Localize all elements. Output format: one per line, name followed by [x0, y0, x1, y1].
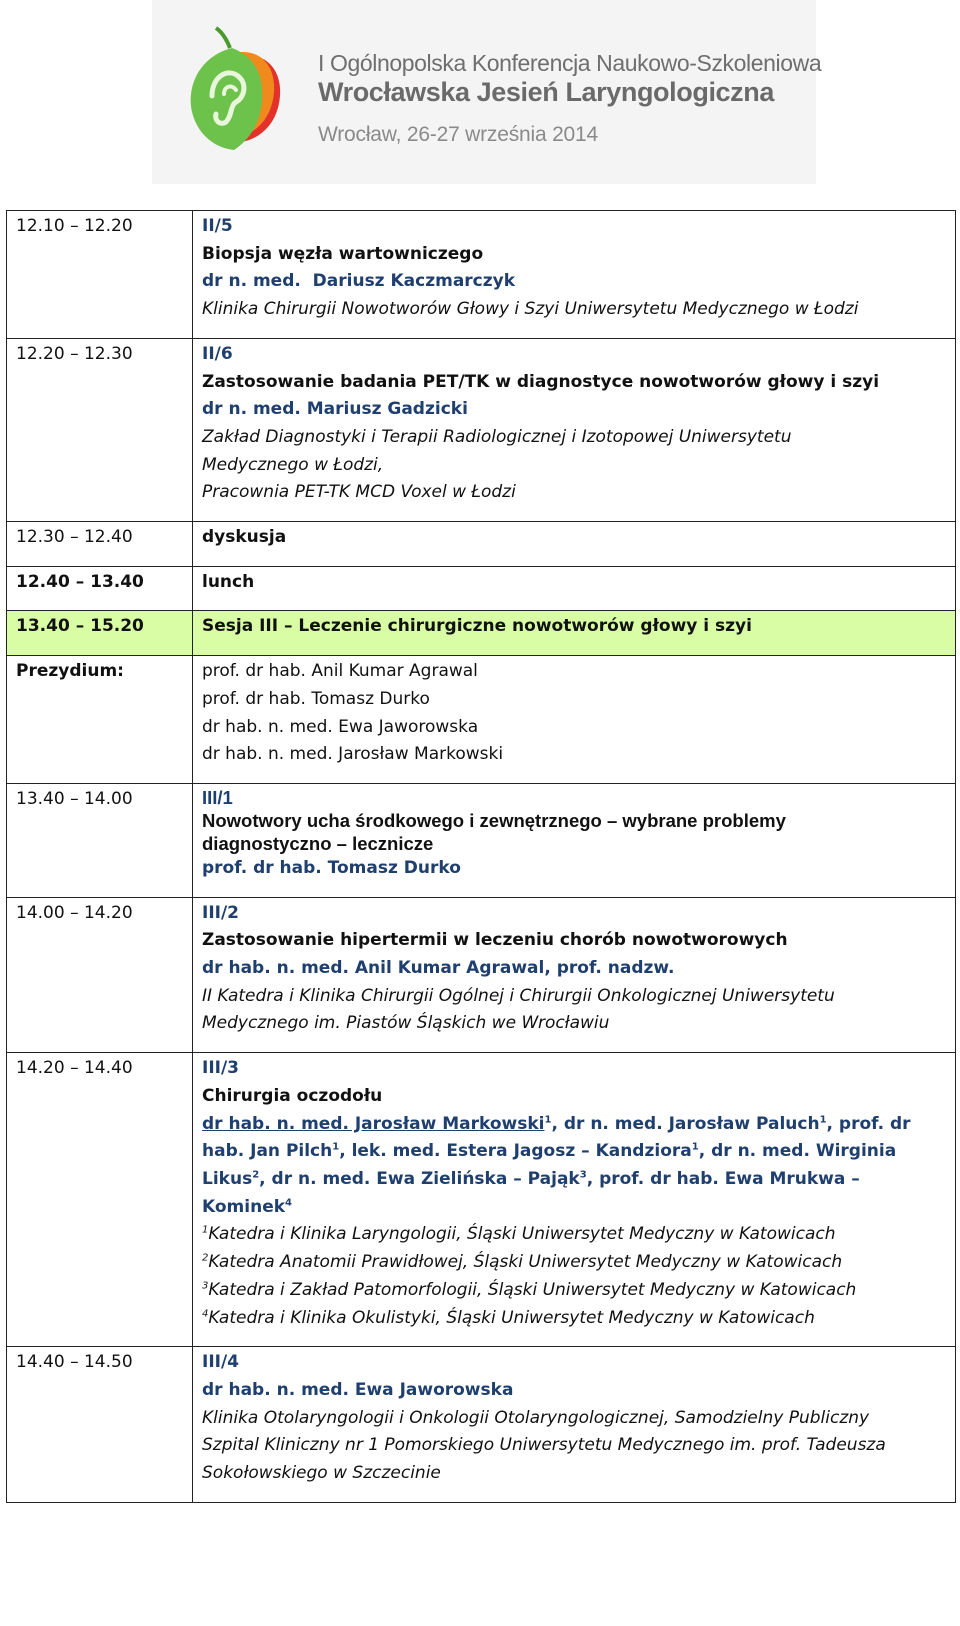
talk-author: [202, 396, 945, 424]
presidium-member: prof. dr hab. Anil Kumar Agrawal: [202, 661, 478, 682]
time-cell: 14.00 – 14.20: [7, 897, 193, 1053]
talk-title: Biopsja węzła wartowniczego: [202, 243, 484, 264]
talk-cell: [193, 1347, 956, 1503]
talk-cell: [193, 338, 956, 521]
talk-cell: [193, 211, 956, 339]
talk-authors: [202, 1111, 945, 1222]
talk-title-line: diagnostyczno – lecznicze: [202, 832, 434, 854]
talk-cell: [193, 783, 956, 897]
session-header-row: [7, 611, 956, 656]
author-name: Mariusz Gadzicki: [306, 399, 468, 420]
table-row: [7, 656, 956, 784]
talk-affiliation-line: Zakład Diagnostyki i Terapii Radiologicznej i Izotopowej Uniwersytetu: [202, 426, 792, 447]
affiliation-ref: 1: [819, 1113, 827, 1125]
affiliation-ref: 3: [579, 1169, 587, 1181]
footnote-number: 2: [202, 1252, 209, 1264]
author-name: , prof. dr: [826, 1113, 911, 1134]
footnote-affiliation: [202, 1305, 945, 1333]
author-prefix: dr n. med.: [202, 271, 301, 292]
affiliation-ref: 4: [285, 1197, 293, 1209]
author-name: Likus: [202, 1168, 253, 1189]
author-name: dr hab. n. med. Jarosław Markowski: [202, 1113, 545, 1134]
talk-affiliation-line: Sokołowskiego w Szczecinie: [202, 1463, 441, 1484]
time-cell: 14.40 – 14.50: [7, 1347, 193, 1503]
author-name: Kominek: [202, 1196, 286, 1217]
footnote-text: Katedra i Zakład Patomorfologii, Śląski Uniwersytet Medyczny w Katowicach: [208, 1279, 857, 1300]
talk-title-line: Nowotwory ucha środkowego i zewnętrznego – wybrane problemy: [202, 809, 786, 831]
talk-title: Zastosowanie hipertermii w leczeniu chorób nowotworowych: [202, 930, 788, 951]
talk-code: III/2: [202, 902, 240, 923]
programme-table: [6, 210, 956, 1503]
footnote-text: Katedra i Klinika Okulistyki, Śląski Uniwersytet Medyczny w Katowicach: [208, 1307, 815, 1328]
footnote-number: 4: [202, 1307, 209, 1319]
session-title: Sesja III – Leczenie chirurgiczne nowotworów głowy i szyi: [193, 611, 956, 656]
table-row: [7, 1347, 956, 1503]
author-prefix: dr n. med.: [202, 399, 301, 420]
table-row: [7, 338, 956, 521]
talk-affiliation-line: Klinika Otolaryngologii i Onkologii Otolaryngologicznej, Samodzielny Publiczny: [202, 1407, 870, 1428]
footnote-text: Katedra Anatomii Prawidłowej, Śląski Uniwersytet Medyczny w Katowicach: [208, 1252, 843, 1273]
banner-title-line1: I Ogólnopolska Konferencja Naukowo-Szkoleniowa: [318, 50, 822, 76]
break-cell: lunch: [193, 566, 956, 611]
talk-author: dr hab. n. med. Anil Kumar Agrawal, prof. nadzw.: [202, 958, 675, 979]
time-cell: 13.40 – 14.00: [7, 783, 193, 897]
talk-title: Chirurgia oczodołu: [202, 1085, 383, 1106]
footnote-affiliation: [202, 1249, 945, 1277]
talk-title: Zastosowanie badania PET/TK w diagnostyce nowotworów głowy i szyi: [202, 371, 880, 392]
talk-cell: [193, 897, 956, 1053]
footnote-text: Katedra i Klinika Laryngologii, Śląski Uniwersytet Medyczny w Katowicach: [208, 1224, 836, 1245]
table-row: [7, 1053, 956, 1347]
talk-affiliation-line: II Katedra i Klinika Chirurgii Ogólnej i Chirurgii Onkologicznej Uniwersytetu: [202, 985, 835, 1006]
talk-affiliation-line: Medycznego im. Piastów Śląskich we Wrocławiu: [202, 1013, 610, 1034]
author-name: hab. Jan Pilch: [202, 1141, 333, 1162]
talk-author: prof. dr hab. Tomasz Durko: [202, 857, 461, 878]
author-name: Dariusz Kaczmarczyk: [312, 271, 516, 292]
time-cell: 12.10 – 12.20: [7, 211, 193, 339]
banner-date-place: Wrocław, 26-27 września 2014: [318, 123, 598, 146]
presidium-members: [193, 656, 956, 784]
talk-code: II/6: [202, 343, 233, 364]
time-cell: 12.20 – 12.30: [7, 338, 193, 521]
talk-author: dr hab. n. med. Ewa Jaworowska: [202, 1379, 514, 1400]
break-cell: dyskusja: [193, 522, 956, 567]
author-name: , dr n. med. Ewa Zielińska – Pająk: [259, 1168, 580, 1189]
table-row: [7, 211, 956, 339]
conference-banner: [152, 0, 822, 184]
talk-affiliation: Klinika Chirurgii Nowotworów Głowy i Szyi Uniwersytetu Medycznego w Łodzi: [202, 299, 859, 320]
banner-title-line2: Wrocławska Jesień Laryngologiczna: [318, 77, 774, 107]
conference-logo-ear-leaf-icon: [182, 26, 292, 156]
talk-affiliation-line: Pracownia PET-TK MCD Voxel w Łodzi: [202, 482, 516, 503]
presidium-label: Prezydium:: [7, 656, 193, 784]
presidium-member: dr hab. n. med. Jarosław Markowski: [202, 744, 504, 765]
footnote-affiliation: [202, 1221, 945, 1249]
author-name: , lek. med. Estera Jagosz – Kandziora: [339, 1141, 692, 1162]
table-row: [7, 783, 956, 897]
author-name: , dr n. med. Jarosław Paluch: [551, 1113, 820, 1134]
table-row: [7, 522, 956, 567]
time-cell: 14.20 – 14.40: [7, 1053, 193, 1347]
footnote-affiliation: [202, 1277, 945, 1305]
talk-code: III/3: [202, 1058, 240, 1079]
talk-code: III/1: [202, 786, 233, 808]
table-row: [7, 566, 956, 611]
time-cell: 13.40 – 15.20: [7, 611, 193, 656]
affiliation-ref: 1: [544, 1113, 552, 1125]
time-cell: 12.40 – 13.40: [7, 566, 193, 611]
talk-author: [202, 268, 945, 296]
author-name: , prof. dr hab. Ewa Mrukwa –: [586, 1168, 860, 1189]
affiliation-ref: 1: [691, 1141, 699, 1153]
affiliation-ref: 2: [252, 1169, 260, 1181]
presidium-member: dr hab. n. med. Ewa Jaworowska: [202, 716, 479, 737]
time-cell: 12.30 – 12.40: [7, 522, 193, 567]
presidium-member: prof. dr hab. Tomasz Durko: [202, 688, 430, 709]
affiliation-ref: 1: [332, 1141, 340, 1153]
talk-affiliation-line: Szpital Kliniczny nr 1 Pomorskiego Uniwersytetu Medycznego im. prof. Tadeusza: [202, 1435, 886, 1456]
footnote-number: 3: [202, 1280, 209, 1292]
talk-code: II/5: [202, 216, 233, 236]
talk-code: III/4: [202, 1352, 240, 1373]
talk-affiliation-line: Medycznego w Łodzi,: [202, 454, 384, 475]
footnote-number: 1: [202, 1224, 209, 1236]
talk-cell: [193, 1053, 956, 1347]
table-row: [7, 897, 956, 1053]
author-name: , dr n. med. Wirginia: [698, 1141, 897, 1162]
